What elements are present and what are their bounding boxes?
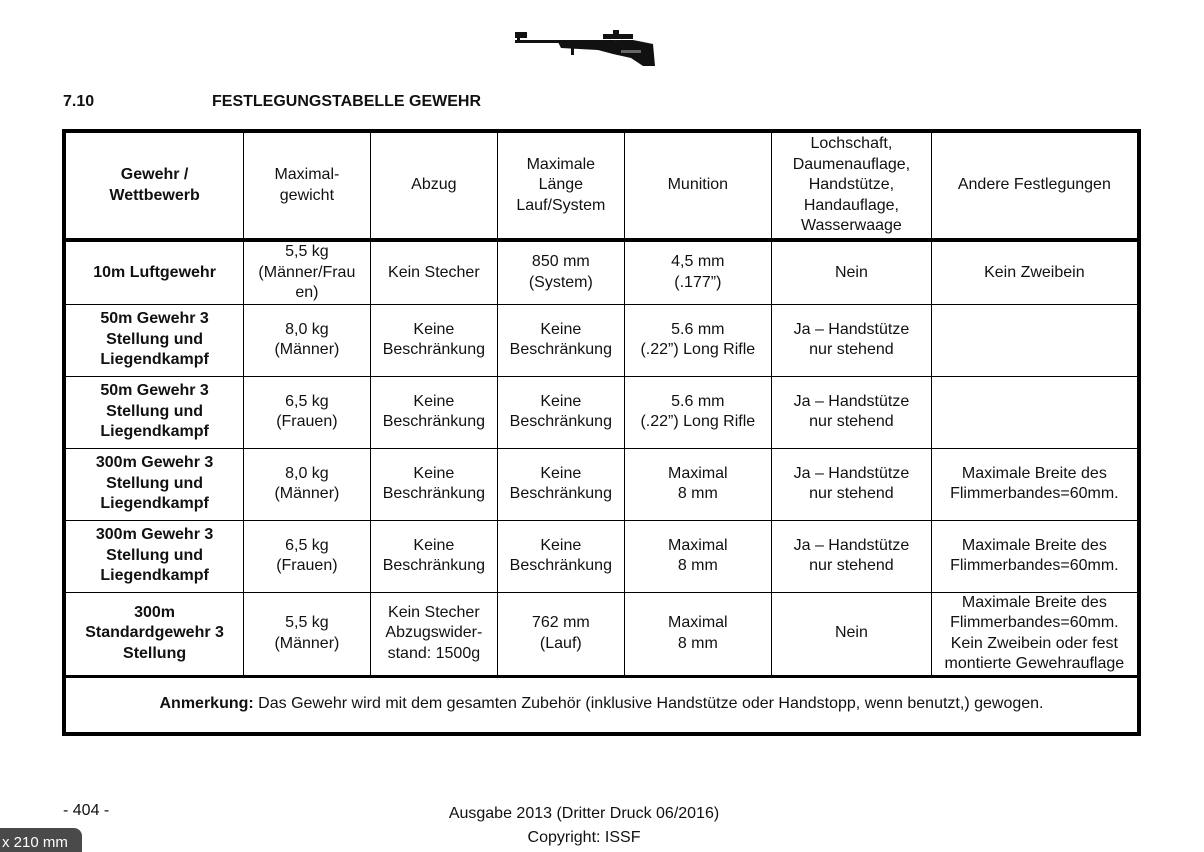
table-cell: 6,5 kg (Frauen) bbox=[244, 520, 370, 592]
table-cell: 6,5 kg (Frauen) bbox=[244, 376, 370, 448]
table-cell: 5,5 kg (Männer/Frau en) bbox=[244, 240, 370, 304]
page-size-badge: x 210 mm bbox=[0, 828, 82, 852]
rifle-specification-table bbox=[62, 129, 1141, 736]
section-title: FESTLEGUNGSTABELLE GEWEHR bbox=[212, 93, 482, 110]
table-cell: 50m Gewehr 3 Stellung und Liegendkampf bbox=[64, 376, 244, 448]
table-cell: Keine Beschränkung bbox=[498, 376, 624, 448]
table-cell: 300m Gewehr 3 Stellung und Liegendkampf bbox=[64, 520, 244, 592]
table-cell: Keine Beschränkung bbox=[498, 520, 624, 592]
column-header: Maximale Länge Lauf/System bbox=[498, 131, 624, 240]
copyright-text: Copyright: ISSF bbox=[527, 829, 641, 846]
column-header: Andere Festlegungen bbox=[931, 131, 1139, 240]
table-row bbox=[64, 376, 1139, 448]
table-row bbox=[64, 448, 1139, 520]
table-note-row bbox=[64, 676, 1139, 734]
table-cell bbox=[931, 376, 1139, 448]
table-cell: 300m Gewehr 3 Stellung und Liegendkampf bbox=[64, 448, 244, 520]
table-cell: Ja – Handstütze nur stehend bbox=[772, 520, 932, 592]
table-cell: 300m Standardgewehr 3 Stellung bbox=[64, 592, 244, 676]
table-cell: Keine Beschränkung bbox=[498, 448, 624, 520]
table-cell: 850 mm (System) bbox=[498, 240, 624, 304]
table-cell: Nein bbox=[772, 592, 932, 676]
table-row bbox=[64, 304, 1139, 376]
footer bbox=[384, 802, 784, 850]
page-number: - 404 - bbox=[63, 802, 110, 819]
table-row bbox=[64, 592, 1139, 676]
section-number: 7.10 bbox=[63, 93, 95, 110]
table-row bbox=[64, 520, 1139, 592]
table-cell: Kein Stecher Abzugswider- stand: 1500g bbox=[370, 592, 497, 676]
table-cell: Maximal 8 mm bbox=[624, 592, 772, 676]
table-cell: 8,0 kg (Männer) bbox=[244, 448, 370, 520]
table-cell bbox=[931, 304, 1139, 376]
table-cell: Maximale Breite des Flimmerbandes=60mm. bbox=[931, 448, 1139, 520]
table-cell: Ja – Handstütze nur stehend bbox=[772, 304, 932, 376]
table-cell: 10m Luftgewehr bbox=[64, 240, 244, 304]
table-header-row bbox=[64, 131, 1139, 240]
table-cell: Kein Zweibein bbox=[931, 240, 1139, 304]
table-cell: Kein Stecher bbox=[370, 240, 497, 304]
table-cell: Keine Beschränkung bbox=[370, 520, 497, 592]
edition-text: Ausgabe 2013 (Dritter Druck 06/2016) bbox=[448, 805, 720, 822]
rifle-icon bbox=[513, 28, 658, 68]
table-cell: 50m Gewehr 3 Stellung und Liegendkampf bbox=[64, 304, 244, 376]
column-header: Lochschaft, Daumenauflage, Handstütze, Handauflage, Wasserwaage bbox=[772, 131, 932, 240]
table-cell: 5.6 mm (.22”) Long Rifle bbox=[624, 376, 772, 448]
table-cell: Maximale Breite des Flimmerbandes=60mm. bbox=[931, 520, 1139, 592]
table-cell: Ja – Handstütze nur stehend bbox=[772, 448, 932, 520]
table-cell: Keine Beschränkung bbox=[370, 376, 497, 448]
column-header: Abzug bbox=[370, 131, 497, 240]
note-text: Das Gewehr wird mit dem gesamten Zubehör (inklusive Handstütze oder Handstopp, wenn benutzt,) gewogen. bbox=[253, 695, 1044, 713]
table-row bbox=[64, 240, 1139, 304]
table-cell: Maximal 8 mm bbox=[624, 448, 772, 520]
table-cell: 8,0 kg (Männer) bbox=[244, 304, 370, 376]
table-cell: Nein bbox=[772, 240, 932, 304]
table-cell: 4,5 mm (.177”) bbox=[624, 240, 772, 304]
column-header: Munition bbox=[624, 131, 772, 240]
table-cell: Ja – Handstütze nur stehend bbox=[772, 376, 932, 448]
note-label: Anmerkung: bbox=[159, 695, 254, 713]
column-header: Gewehr / Wettbewerb bbox=[64, 131, 244, 240]
table-cell: 5,5 kg (Männer) bbox=[244, 592, 370, 676]
table-cell: Maximal 8 mm bbox=[624, 520, 772, 592]
table-cell: 5.6 mm (.22”) Long Rifle bbox=[624, 304, 772, 376]
column-header: Maximal- gewicht bbox=[244, 131, 370, 240]
table-cell: Keine Beschränkung bbox=[370, 448, 497, 520]
table-cell: Keine Beschränkung bbox=[498, 304, 624, 376]
table-cell: Maximale Breite des Flimmerbandes=60mm. Kein Zweibein oder fest montierte Gewehrauflage bbox=[931, 592, 1139, 676]
table-cell: 762 mm (Lauf) bbox=[498, 592, 624, 676]
table-note bbox=[64, 676, 1139, 734]
table-cell: Keine Beschränkung bbox=[370, 304, 497, 376]
